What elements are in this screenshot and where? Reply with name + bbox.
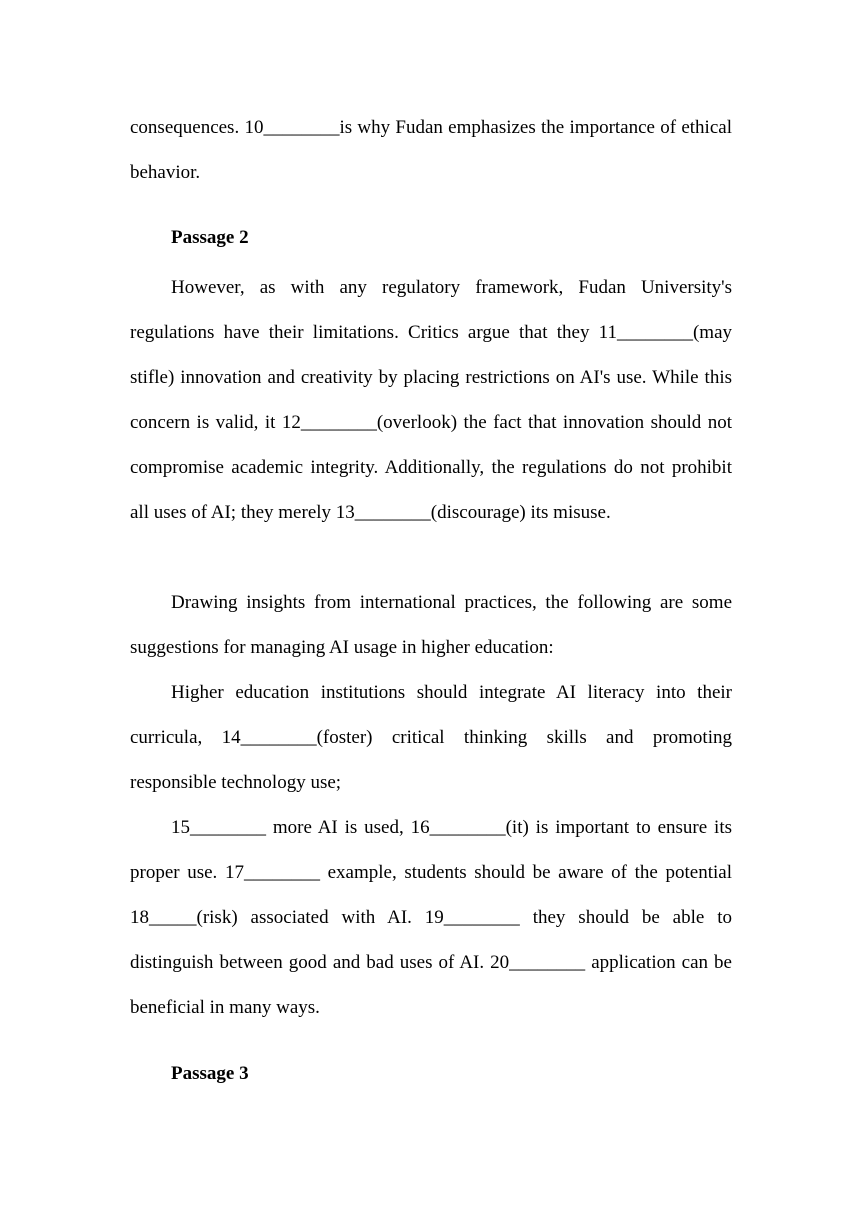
passage-2-paragraph-2: Drawing insights from international practices, the following are some suggestions for managing AI usage in higher education:: [130, 592, 732, 658]
passage-2-paragraph-4: 15________ more AI is used, 16________(it) is important to ensure its proper use. 17________ example, students should be aware of the potential 18_____(risk) associated with AI. 19________ they should be able to distinguish between good and bad uses of AI. 20________ application can be beneficial in many ways.: [130, 817, 732, 1018]
passage-2-paragraph-1: However, as with any regulatory framework, Fudan University's regulations have their limitations. Critics argue that they 11________(may stifle) innovation and creativity by placing restrictions on AI's use. While this concern is valid, it 12________(overlook) the fact that innovation should not compromise academic integrity. Additionally, the regulations do not prohibit all uses of AI; they merely 13________(discourage) its misuse.: [130, 277, 732, 523]
continuation-paragraph: consequences. 10________is why Fudan emphasizes the importance of ethical behavior.: [130, 117, 732, 183]
passage-3-heading: Passage 3: [171, 1063, 249, 1084]
passage-2-paragraph-3: Higher education institutions should integrate AI literacy into their curricula, 14________(foster) critical thinking skills and promoting responsible technology use;: [130, 682, 732, 793]
passage-2-heading: Passage 2: [171, 227, 249, 248]
